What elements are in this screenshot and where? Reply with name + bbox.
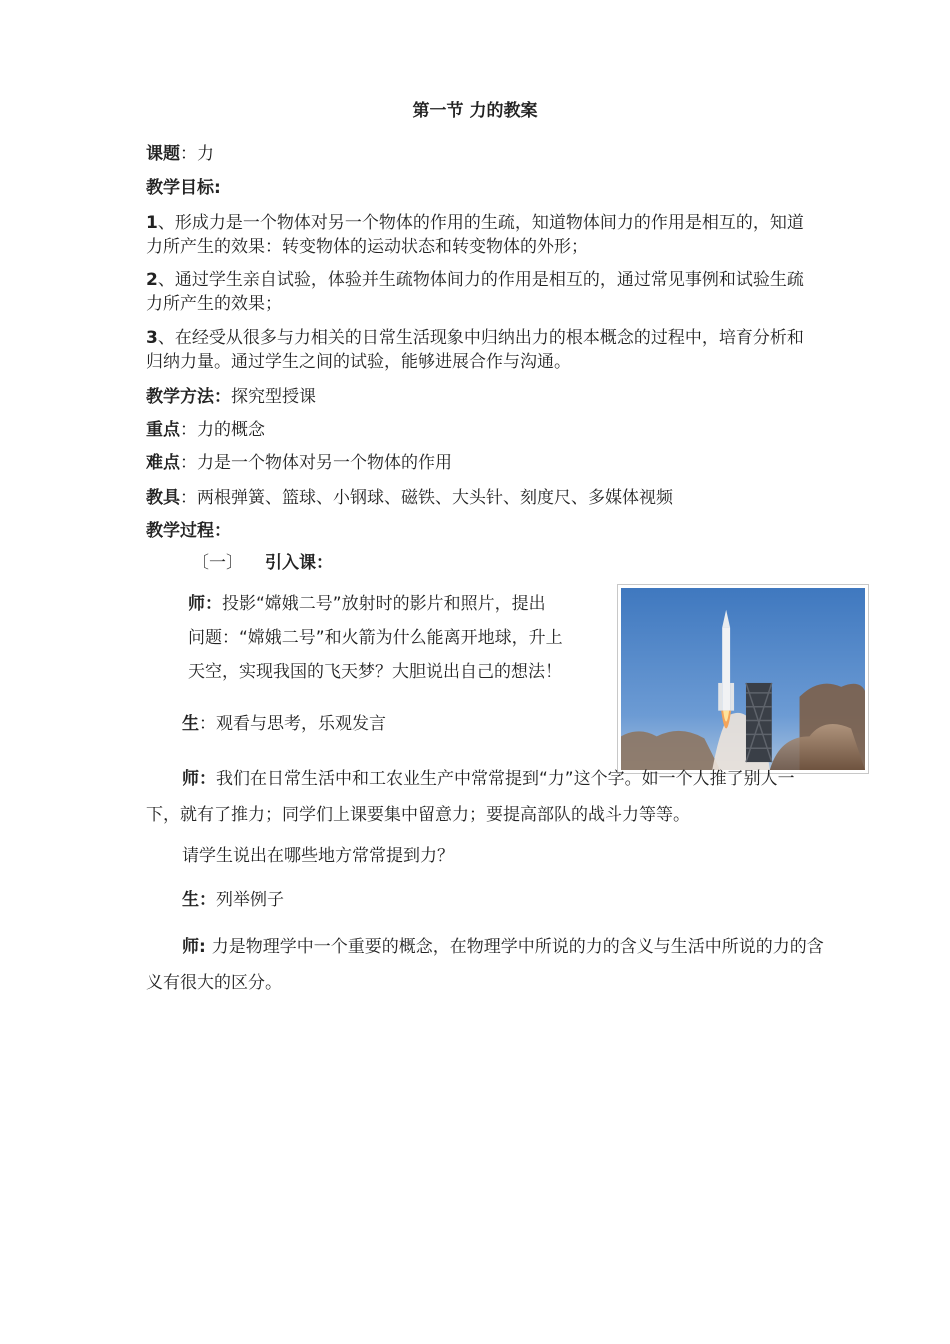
student-text: ：观看与思考，乐观发言 xyxy=(199,714,386,734)
key-point-line xyxy=(146,417,265,443)
teacher-intro-text: 投影“嫦娥二号”放射时的影片和照片，提出 xyxy=(222,594,546,614)
goals-heading: 教学目标: xyxy=(146,178,221,198)
section-heading xyxy=(192,550,333,576)
student-response-2 xyxy=(182,885,284,915)
teacher-explanation-text: 我们在日常生活中和工农业生产中常常提到“力”这个字。如一个人推了别人一下，就有了推力；同学们上课要集中留意力；要提高部队的战斗力等等。 xyxy=(146,769,795,825)
topic-value: ：力 xyxy=(180,144,214,164)
speaker-student: 生 xyxy=(182,714,199,734)
section-number: 〔一〕 xyxy=(192,553,243,573)
teacher-explanation xyxy=(146,761,826,833)
goal-number: 1 xyxy=(146,213,158,233)
goal-number: 2 xyxy=(146,270,158,290)
teacher-intro-line-3: 天空，实现我国的飞天梦？大胆说出自己的想法！ xyxy=(188,662,562,682)
student-response-1 xyxy=(182,709,386,739)
topic-label: 课题 xyxy=(146,144,180,164)
topic-line xyxy=(146,141,214,167)
goal-item-2 xyxy=(146,268,810,316)
method-label: 教学方法： xyxy=(146,387,231,407)
difficulty-label: 难点 xyxy=(146,453,180,473)
tools-label: 教具 xyxy=(146,488,180,508)
teacher-intro-line-2: 问题：“嫦娥二号”和火箭为什么能离开地球，升上 xyxy=(188,628,563,648)
prompt-question: 请学生说出在哪些地方常常提到力？ xyxy=(182,846,454,866)
speaker-teacher: 师： xyxy=(182,769,216,789)
key-point-value: ：力的概念 xyxy=(180,420,265,440)
difficulty-line xyxy=(146,450,452,476)
teacher-intro-line-1 xyxy=(188,589,546,619)
goal-text: 、在经受从很多与力相关的日常生活现象中归纳出力的根本概念的过程中，培育分析和归纳力量。通过学生之间的试验，能够进展合作与沟通。 xyxy=(146,328,804,372)
teacher-definition-text: 力是物理学中一个重要的概念，在物理学中所说的力的含义与生活中所说的力的含义有很大的区分。 xyxy=(146,937,824,993)
goal-text: 、形成力是一个物体对另一个物体的作用的生疏，知道物体间力的作用是相互的，知道力所产生的效果：转变物体的运动状态和转变物体的外形； xyxy=(146,213,804,257)
goal-item-1 xyxy=(146,211,810,259)
speaker-teacher: 师： xyxy=(188,594,222,614)
method-value: 探究型授课 xyxy=(231,387,316,407)
speaker-teacher: 师: xyxy=(182,937,212,957)
page-title: 第一节 力的教案 xyxy=(412,101,538,121)
goal-item-3 xyxy=(146,326,810,374)
rocket-launch-image xyxy=(621,588,865,770)
process-heading: 教学过程： xyxy=(146,521,231,541)
method-line xyxy=(146,384,316,410)
goal-text: 、通过学生亲自试验，体验并生疏物体间力的作用是相互的，通过常见事例和试验生疏力所产生的效果； xyxy=(146,270,804,314)
key-point-label: 重点 xyxy=(146,420,180,440)
student-text: 列举例子 xyxy=(216,890,284,910)
tools-line xyxy=(146,485,673,511)
teacher-definition xyxy=(146,929,826,1001)
section-label: 引入课： xyxy=(265,553,333,573)
goal-number: 3 xyxy=(146,328,158,348)
rocket-launch-photo xyxy=(617,584,869,774)
speaker-student: 生： xyxy=(182,890,216,910)
tools-value: ：两根弹簧、篮球、小钢球、磁铁、大头针、刻度尺、多媒体视频 xyxy=(180,488,673,508)
difficulty-value: ：力是一个物体对另一个物体的作用 xyxy=(180,453,452,473)
